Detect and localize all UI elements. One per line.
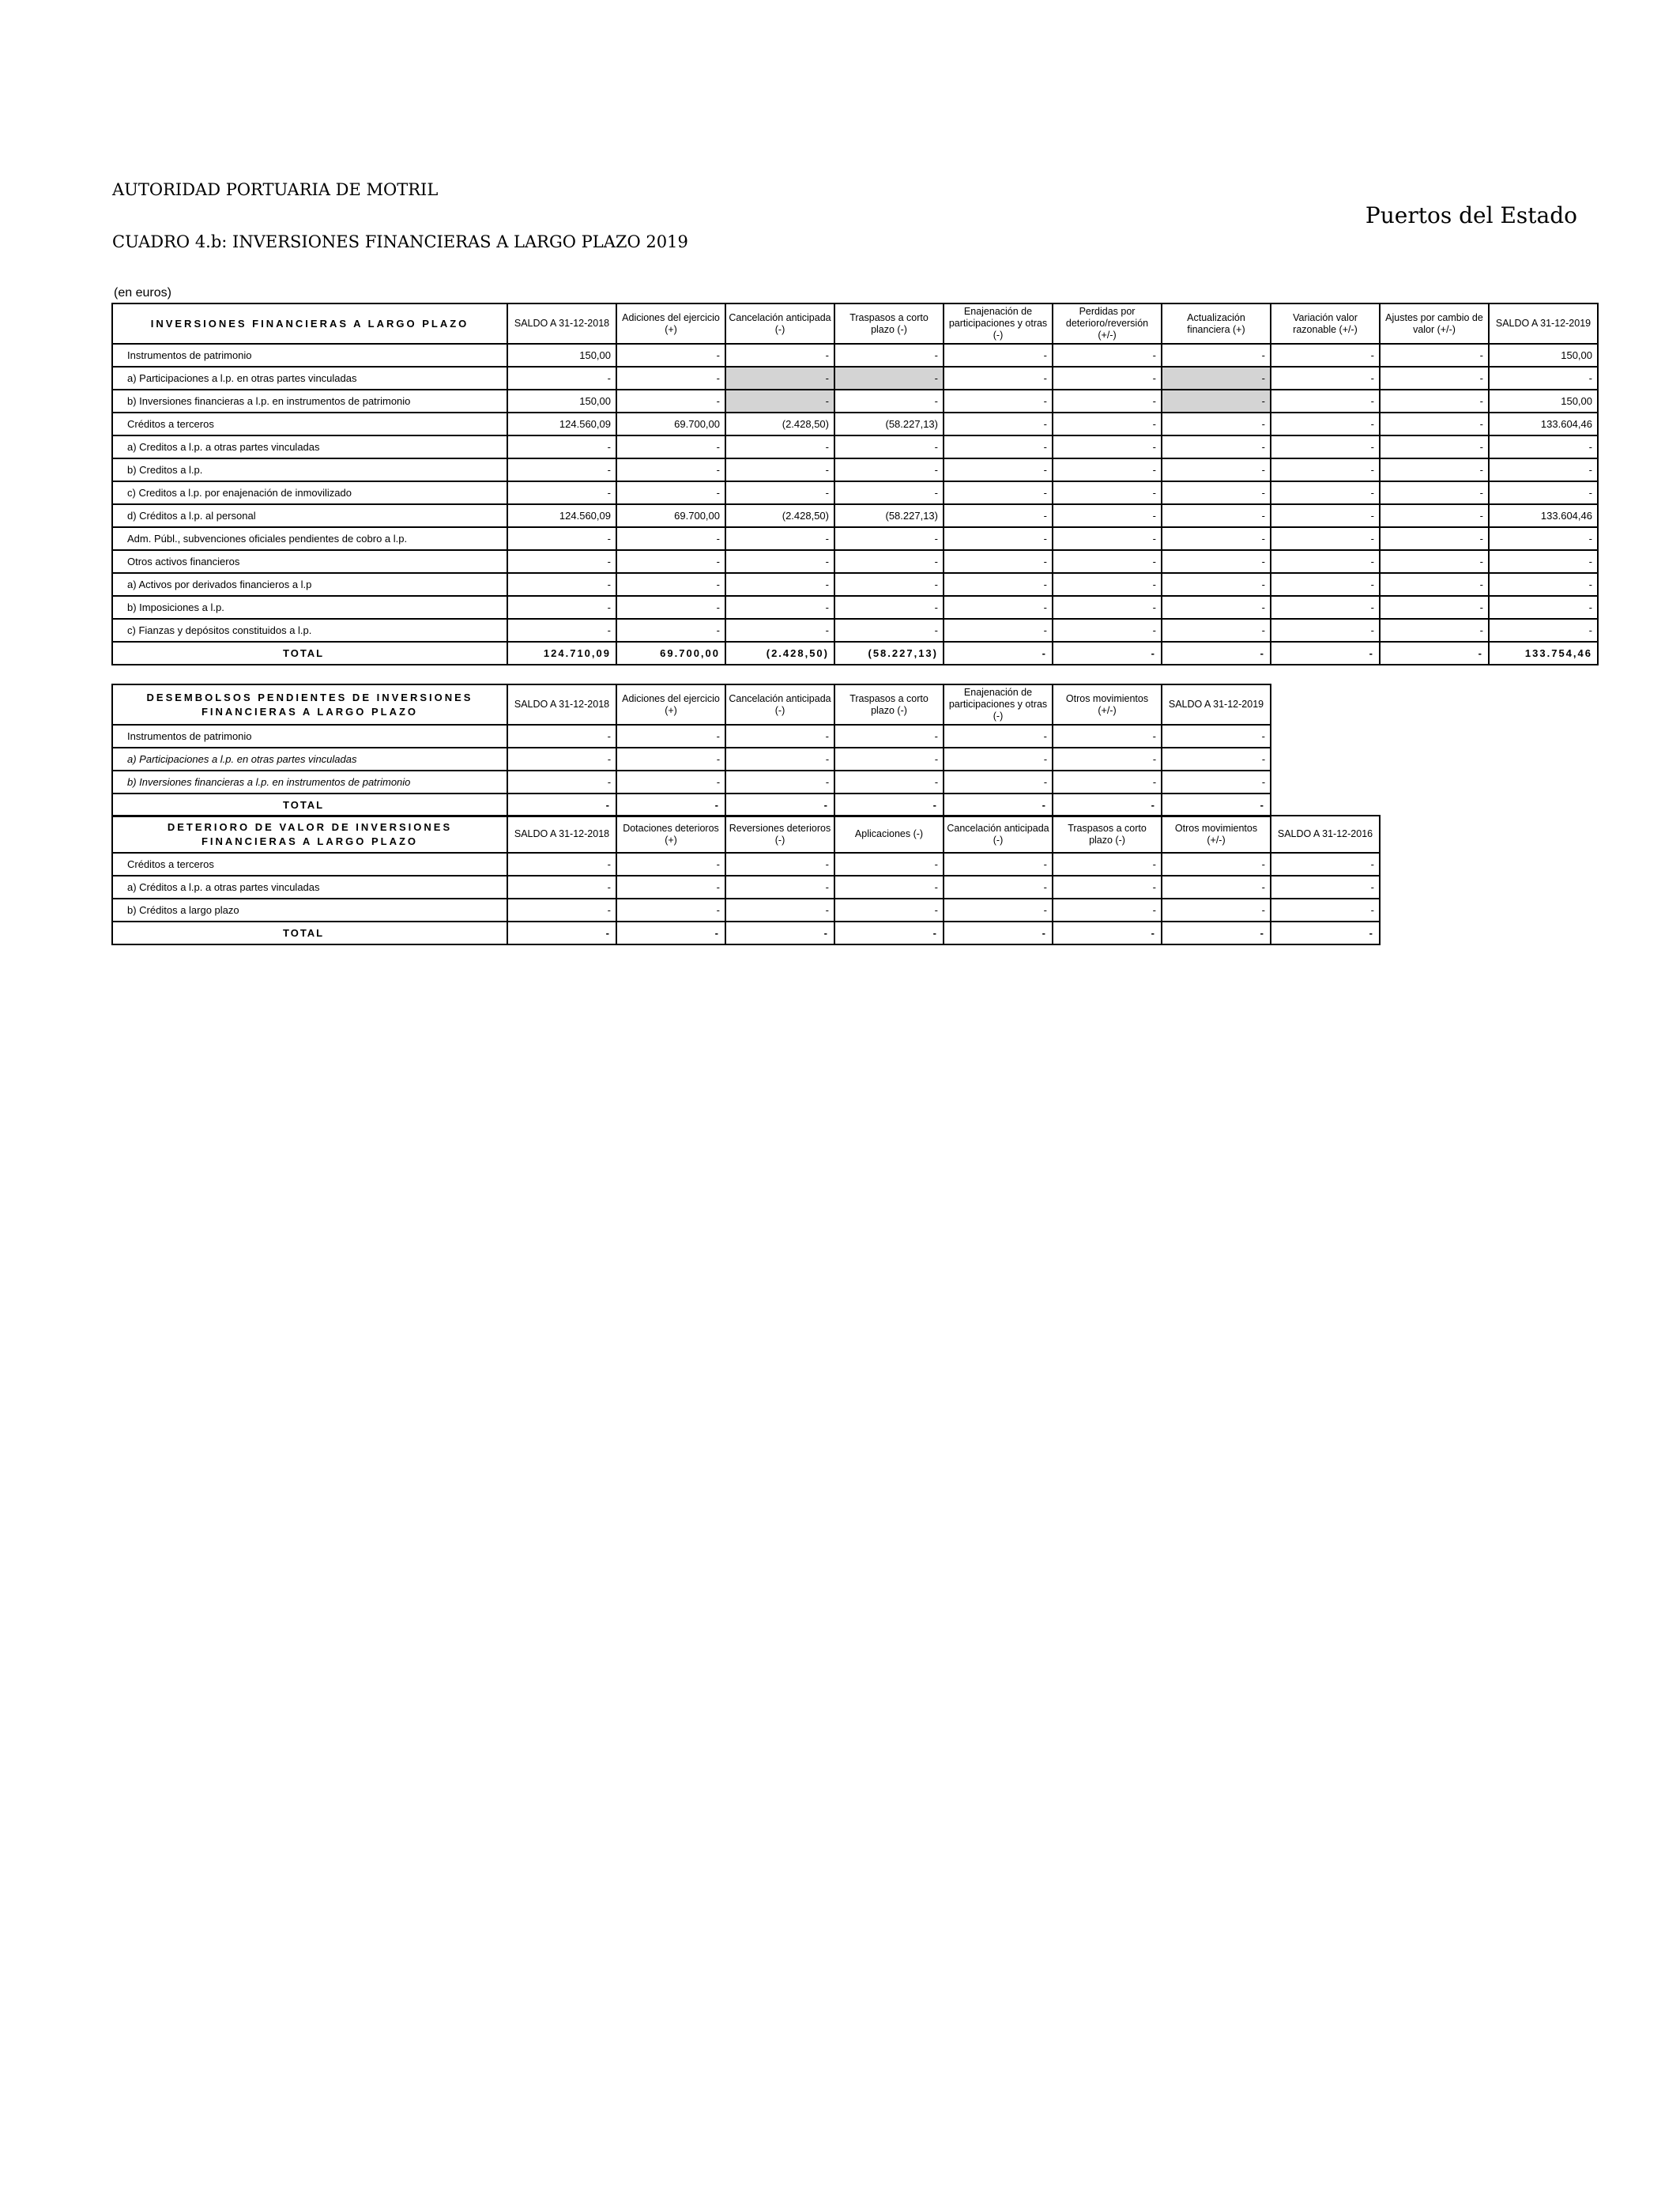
table-row [112, 527, 1598, 550]
column-header: SALDO A 31-12-2018 [507, 303, 616, 344]
table-cell: - [1162, 390, 1271, 413]
total-cell: - [1053, 642, 1162, 665]
table-cell: - [1162, 573, 1271, 596]
table-cell: - [1162, 619, 1271, 642]
table-cell: - [616, 853, 725, 876]
table-cell: - [1053, 725, 1162, 748]
table-cell: - [1380, 481, 1489, 504]
table-row [112, 481, 1598, 504]
table-cell: - [1053, 504, 1162, 527]
column-header: Traspasos a corto plazo (-) [834, 303, 944, 344]
table-cell: 69.700,00 [616, 413, 725, 435]
row-label: a) Activos por derivados financieros a l.p [112, 573, 507, 596]
total-cell: - [1162, 922, 1271, 944]
total-label: TOTAL [112, 922, 507, 944]
column-header: Cancelación anticipada (-) [725, 303, 834, 344]
table-cell: - [1162, 367, 1271, 390]
column-header: SALDO A 31-12-2019 [1489, 303, 1598, 344]
total-row [112, 794, 1271, 816]
table-cell: - [1053, 435, 1162, 458]
table-cell: - [507, 596, 616, 619]
column-header: Otros movimientos (+/-) [1053, 684, 1162, 725]
table-cell: - [507, 573, 616, 596]
table-cell: (2.428,50) [725, 413, 834, 435]
row-label: Adm. Públ., subvenciones oficiales pendientes de cobro a l.p. [112, 527, 507, 550]
row-label: a) Créditos a l.p. a otras partes vinculadas [112, 876, 507, 899]
table-cell: - [616, 899, 725, 922]
table-cell: - [1271, 899, 1380, 922]
table-row [112, 413, 1598, 435]
table-cell: - [507, 771, 616, 794]
table-cell: - [1053, 596, 1162, 619]
table-cell: - [1053, 853, 1162, 876]
total-cell: - [1053, 794, 1162, 816]
table-cell: - [834, 899, 944, 922]
table-cell: - [725, 619, 834, 642]
table-cell: 150,00 [507, 390, 616, 413]
table-cell: - [834, 527, 944, 550]
table-cell: 150,00 [507, 344, 616, 367]
total-row [112, 922, 1380, 944]
row-label: d) Créditos a l.p. al personal [112, 504, 507, 527]
table-row [112, 344, 1598, 367]
row-label: Otros activos financieros [112, 550, 507, 573]
total-cell: - [944, 794, 1053, 816]
table-cell: - [616, 344, 725, 367]
column-header: Dotaciones deterioros (+) [616, 816, 725, 853]
total-cell: - [1053, 922, 1162, 944]
table-cell: - [1380, 390, 1489, 413]
table-cell: - [1380, 458, 1489, 481]
table-cell: - [1271, 527, 1380, 550]
table-cell: - [725, 458, 834, 481]
total-row [112, 642, 1598, 665]
column-header: Variación valor razonable (+/-) [1271, 303, 1380, 344]
table-cell: - [1053, 899, 1162, 922]
table-cell: - [725, 344, 834, 367]
table-cell: - [725, 573, 834, 596]
table-cell: - [616, 458, 725, 481]
table-cell: - [725, 899, 834, 922]
table-cell: - [944, 413, 1053, 435]
total-cell: 124.710,09 [507, 642, 616, 665]
column-header: Traspasos a corto plazo (-) [834, 684, 944, 725]
table-cell: 69.700,00 [616, 504, 725, 527]
pending-disbursements-table [111, 684, 1271, 817]
impairment-table [111, 815, 1381, 945]
table-row [112, 748, 1271, 771]
row-label: Créditos a terceros [112, 413, 507, 435]
organization-name: AUTORIDAD PORTUARIA DE MOTRIL [112, 180, 439, 199]
table-cell: - [1271, 435, 1380, 458]
table-cell: - [1053, 550, 1162, 573]
table-cell: - [834, 573, 944, 596]
row-label: b) Créditos a largo plazo [112, 899, 507, 922]
column-header: Reversiones deterioros (-) [725, 816, 834, 853]
table-cell: - [507, 458, 616, 481]
table-cell: - [834, 367, 944, 390]
table-cell: - [1380, 573, 1489, 596]
table-cell: - [1053, 458, 1162, 481]
units-note: (en euros) [114, 286, 171, 300]
table-cell: - [725, 527, 834, 550]
table-cell: 133.604,46 [1489, 413, 1598, 435]
table-cell: - [944, 527, 1053, 550]
column-header: Adiciones del ejercicio (+) [616, 684, 725, 725]
table-cell: - [1380, 435, 1489, 458]
table-cell: - [1271, 367, 1380, 390]
table-cell: - [1489, 573, 1598, 596]
table-cell: - [1162, 876, 1271, 899]
table-cell: - [1271, 390, 1380, 413]
total-cell: - [944, 642, 1053, 665]
total-cell: - [616, 922, 725, 944]
table-cell: - [1380, 527, 1489, 550]
table-cell: (2.428,50) [725, 504, 834, 527]
table-cell: - [834, 481, 944, 504]
table-cell: - [834, 619, 944, 642]
table-cell: - [1380, 504, 1489, 527]
table-cell: - [1489, 527, 1598, 550]
column-header: Ajustes por cambio de valor (+/-) [1380, 303, 1489, 344]
table-cell: - [725, 748, 834, 771]
row-label: b) Imposiciones a l.p. [112, 596, 507, 619]
header-row [112, 816, 1380, 853]
table-cell: - [944, 550, 1053, 573]
column-header: SALDO A 31-12-2018 [507, 684, 616, 725]
table-cell: - [1053, 481, 1162, 504]
table-row [112, 458, 1598, 481]
total-cell: - [507, 922, 616, 944]
table-cell: - [944, 596, 1053, 619]
table-cell: 124.560,09 [507, 504, 616, 527]
table-cell: - [834, 596, 944, 619]
table-cell: - [1380, 550, 1489, 573]
table-cell: 133.604,46 [1489, 504, 1598, 527]
total-cell: - [1162, 794, 1271, 816]
table-cell: - [507, 527, 616, 550]
table-cell: - [1053, 748, 1162, 771]
table-cell: - [1271, 853, 1380, 876]
column-header: Actualización financiera (+) [1162, 303, 1271, 344]
table-cell: - [507, 899, 616, 922]
section-title: DESEMBOLSOS PENDIENTES DE INVERSIONES FINANCIERAS A LARGO PLAZO [112, 684, 507, 725]
total-cell: - [834, 922, 944, 944]
table-row [112, 550, 1598, 573]
table-row [112, 619, 1598, 642]
table-cell: - [1162, 413, 1271, 435]
total-cell: - [725, 794, 834, 816]
table-cell: - [616, 550, 725, 573]
table-cell: - [507, 619, 616, 642]
table-cell: - [507, 550, 616, 573]
table-row [112, 899, 1380, 922]
table-cell: - [1162, 550, 1271, 573]
table-cell: - [616, 771, 725, 794]
table-cell: - [507, 853, 616, 876]
table-row [112, 367, 1598, 390]
table-cell: - [1380, 344, 1489, 367]
table-cell: - [834, 748, 944, 771]
table-cell: - [616, 748, 725, 771]
table-cell: - [616, 481, 725, 504]
table-cell: - [1162, 771, 1271, 794]
column-header: Adiciones del ejercicio (+) [616, 303, 725, 344]
table-cell: - [1271, 876, 1380, 899]
column-header: Aplicaciones (-) [834, 816, 944, 853]
table-cell: - [507, 725, 616, 748]
table-cell: - [1162, 748, 1271, 771]
table-cell: - [944, 876, 1053, 899]
table-row [112, 876, 1380, 899]
table-cell: - [1489, 435, 1598, 458]
table-cell: - [944, 725, 1053, 748]
row-label: a) Participaciones a l.p. en otras partes vinculadas [112, 367, 507, 390]
total-cell: - [834, 794, 944, 816]
table-cell: - [1380, 619, 1489, 642]
table-cell: - [944, 771, 1053, 794]
row-label: Instrumentos de patrimonio [112, 344, 507, 367]
table-cell: - [616, 573, 725, 596]
table-cell: - [944, 481, 1053, 504]
table-row [112, 853, 1380, 876]
page-title: CUADRO 4.b: INVERSIONES FINANCIERAS A LARGO PLAZO 2019 [112, 232, 688, 251]
table-cell: - [616, 367, 725, 390]
table-cell: - [944, 435, 1053, 458]
table-cell: - [1489, 619, 1598, 642]
table-cell: - [834, 853, 944, 876]
table-cell: - [1162, 527, 1271, 550]
table-cell: - [944, 344, 1053, 367]
table-cell: - [1162, 458, 1271, 481]
table-cell: - [1271, 619, 1380, 642]
table-cell: - [507, 367, 616, 390]
row-label: a) Participaciones a l.p. en otras partes vinculadas [112, 748, 507, 771]
table-cell: - [1162, 504, 1271, 527]
table-row [112, 390, 1598, 413]
table-cell: - [725, 725, 834, 748]
table-cell: - [725, 853, 834, 876]
column-header: Cancelación anticipada (-) [725, 684, 834, 725]
table-cell: - [944, 458, 1053, 481]
table-cell: - [1271, 344, 1380, 367]
table-cell: - [1053, 367, 1162, 390]
table-cell: - [1489, 481, 1598, 504]
table-cell: - [944, 899, 1053, 922]
table-cell: - [1162, 481, 1271, 504]
row-label: b) Creditos a l.p. [112, 458, 507, 481]
table-cell: 150,00 [1489, 390, 1598, 413]
table-cell: - [1271, 596, 1380, 619]
table-cell: - [944, 853, 1053, 876]
table-cell: - [834, 550, 944, 573]
table-cell: - [1489, 596, 1598, 619]
table-cell: - [1053, 390, 1162, 413]
total-cell: - [944, 922, 1053, 944]
table-cell: 150,00 [1489, 344, 1598, 367]
table-cell: - [1271, 413, 1380, 435]
table-cell: - [1271, 550, 1380, 573]
column-header: Enajenación de participaciones y otras (-) [944, 303, 1053, 344]
table-cell: - [834, 435, 944, 458]
total-label: TOTAL [112, 794, 507, 816]
total-cell: - [725, 922, 834, 944]
column-header: Enajenación de participaciones y otras (-) [944, 684, 1053, 725]
column-header: SALDO A 31-12-2016 [1271, 816, 1380, 853]
table-cell: - [834, 876, 944, 899]
table-cell: - [1162, 899, 1271, 922]
total-cell: - [1271, 922, 1380, 944]
table-cell: - [1053, 413, 1162, 435]
table-cell: - [725, 435, 834, 458]
table-cell: - [725, 771, 834, 794]
table-cell: - [1489, 550, 1598, 573]
table-cell: - [1162, 344, 1271, 367]
table-cell: - [944, 619, 1053, 642]
table-row [112, 573, 1598, 596]
total-cell: - [1380, 642, 1489, 665]
row-label: c) Fianzas y depósitos constituidos a l.p. [112, 619, 507, 642]
table-cell: - [834, 390, 944, 413]
row-label: Créditos a terceros [112, 853, 507, 876]
table-row [112, 596, 1598, 619]
table-row [112, 771, 1271, 794]
table-cell: - [616, 390, 725, 413]
row-label: a) Creditos a l.p. a otras partes vinculadas [112, 435, 507, 458]
total-cell: - [1271, 642, 1380, 665]
table-cell: - [944, 748, 1053, 771]
total-cell: 69.700,00 [616, 642, 725, 665]
table-cell: - [1053, 876, 1162, 899]
table-cell: - [944, 367, 1053, 390]
table-cell: - [507, 435, 616, 458]
table-cell: - [1380, 596, 1489, 619]
table-cell: - [616, 725, 725, 748]
table-cell: - [725, 550, 834, 573]
row-label: b) Inversiones financieras a l.p. en instrumentos de patrimonio [112, 771, 507, 794]
total-cell: 133.754,46 [1489, 642, 1598, 665]
table-cell: - [1162, 435, 1271, 458]
table-cell: - [1489, 367, 1598, 390]
table-cell: - [1053, 619, 1162, 642]
column-header: Otros movimientos (+/-) [1162, 816, 1271, 853]
total-cell: - [507, 794, 616, 816]
table-cell: - [1162, 596, 1271, 619]
column-header: Cancelación anticipada (-) [944, 816, 1053, 853]
table-cell: - [834, 344, 944, 367]
table-cell: - [1489, 458, 1598, 481]
table-cell: - [944, 573, 1053, 596]
total-cell: (2.428,50) [725, 642, 834, 665]
table-cell: - [507, 876, 616, 899]
column-header: Perdidas por deterioro/reversión (+/-) [1053, 303, 1162, 344]
total-cell: - [1162, 642, 1271, 665]
section-title: INVERSIONES FINANCIERAS A LARGO PLAZO [112, 303, 507, 344]
table-cell: - [1053, 344, 1162, 367]
header-row [112, 303, 1598, 344]
table-cell: - [834, 771, 944, 794]
table-cell: - [507, 481, 616, 504]
table-cell: - [1271, 481, 1380, 504]
investments-table [111, 303, 1599, 665]
total-cell: (58.227,13) [834, 642, 944, 665]
table-row [112, 435, 1598, 458]
header-row [112, 684, 1271, 725]
table-cell: - [725, 876, 834, 899]
table-cell: - [616, 619, 725, 642]
column-header: SALDO A 31-12-2019 [1162, 684, 1271, 725]
table-cell: - [944, 390, 1053, 413]
column-header: SALDO A 31-12-2018 [507, 816, 616, 853]
table-cell: - [1271, 458, 1380, 481]
table-cell: - [834, 458, 944, 481]
column-header: Traspasos a corto plazo (-) [1053, 816, 1162, 853]
table-cell: (58.227,13) [834, 504, 944, 527]
table-cell: - [944, 504, 1053, 527]
table-cell: 124.560,09 [507, 413, 616, 435]
table-cell: - [616, 596, 725, 619]
table-cell: - [1380, 367, 1489, 390]
table-cell: - [1271, 573, 1380, 596]
total-label: TOTAL [112, 642, 507, 665]
table-cell: (58.227,13) [834, 413, 944, 435]
table-cell: - [1380, 413, 1489, 435]
table-cell: - [616, 876, 725, 899]
table-cell: - [725, 367, 834, 390]
total-cell: - [616, 794, 725, 816]
row-label: c) Creditos a l.p. por enajenación de inmovilizado [112, 481, 507, 504]
table-cell: - [616, 527, 725, 550]
table-cell: - [1053, 771, 1162, 794]
row-label: Instrumentos de patrimonio [112, 725, 507, 748]
table-cell: - [1162, 725, 1271, 748]
section-title: DETERIORO DE VALOR DE INVERSIONES FINANCIERAS A LARGO PLAZO [112, 816, 507, 853]
table-cell: - [1162, 853, 1271, 876]
table-cell: - [834, 725, 944, 748]
table-row [112, 725, 1271, 748]
table-cell: - [507, 748, 616, 771]
table-cell: - [1053, 527, 1162, 550]
table-cell: - [616, 435, 725, 458]
brand-name: Puertos del Estado [1365, 202, 1577, 228]
table-cell: - [725, 481, 834, 504]
table-row [112, 504, 1598, 527]
table-cell: - [1271, 504, 1380, 527]
row-label: b) Inversiones financieras a l.p. en instrumentos de patrimonio [112, 390, 507, 413]
table-cell: - [725, 390, 834, 413]
table-cell: - [725, 596, 834, 619]
table-cell: - [1053, 573, 1162, 596]
